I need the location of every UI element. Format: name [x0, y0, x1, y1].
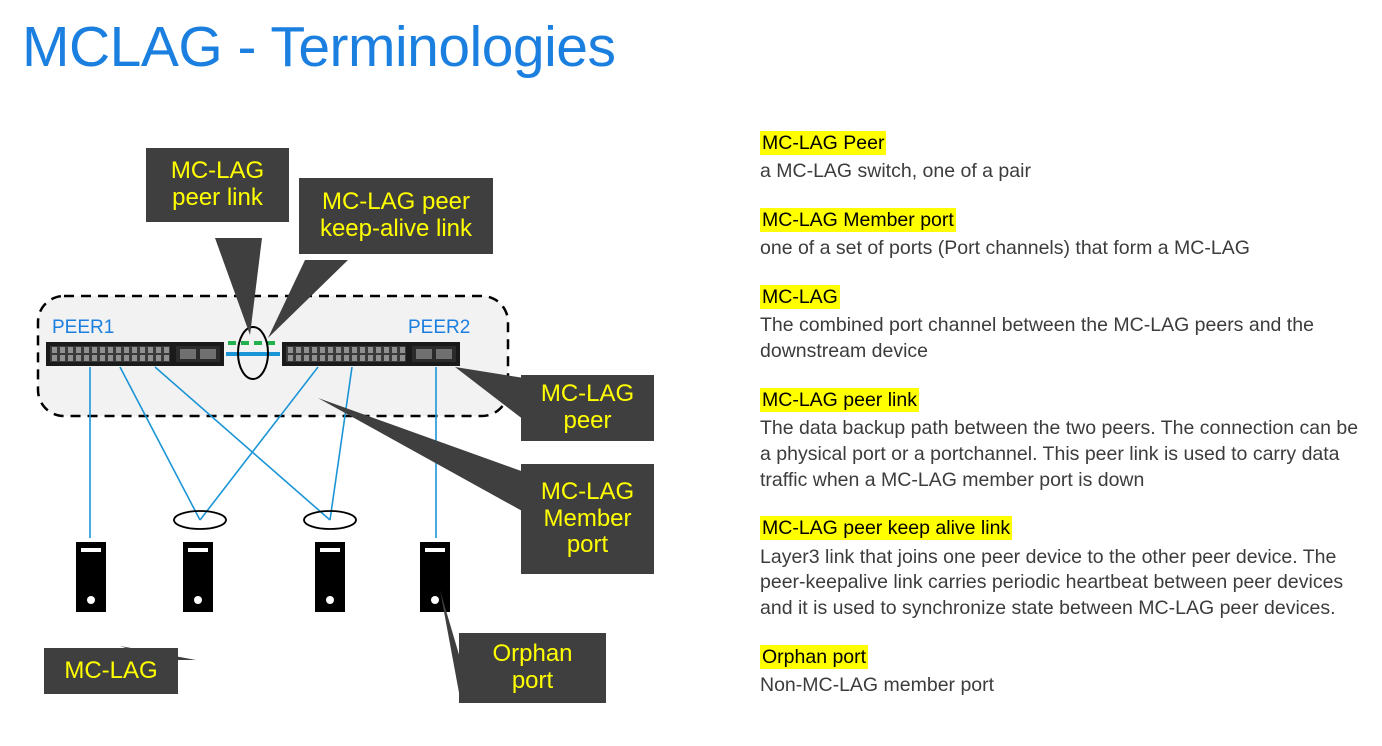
mclag-topology-diagram	[0, 120, 720, 740]
switch-peer2	[282, 342, 460, 366]
callout-mclag-peer-keepalive-link: MC-LAG peer keep-alive link	[299, 178, 493, 254]
term-name: MC-LAG Peer	[762, 132, 885, 154]
callout-mclag-member-port: MC-LAG Member port	[521, 464, 654, 574]
server-2	[183, 542, 213, 612]
callout-mclag-peer-link: MC-LAG peer link	[146, 148, 289, 222]
term-definition: The data backup path between the two peers. The connection can be a physical port or a portchannel. This peer link is used to carry data traffic when a MC-LAG member port is down	[760, 417, 1359, 491]
terminology-list	[760, 130, 1370, 721]
term-definition: one of a set of ports (Port channels) that form a MC-LAG	[760, 237, 1250, 260]
server-1	[76, 542, 106, 612]
peer2-label: PEER2	[408, 317, 471, 338]
term-block-orphan-port	[760, 644, 1370, 699]
server-3	[315, 542, 345, 612]
page-title: MCLAG - Terminologies	[22, 15, 616, 79]
term-definition: The combined port channel between the MC-LAG peers and the downstream device	[760, 314, 1314, 363]
term-definition: Layer3 link that joins one peer device to the other peer device. The peer-keepalive link carries periodic heartbeat between peer devices and it is used to synchronize state between MC-LAG peer devices.	[760, 545, 1344, 620]
term-block-mclag-peer-keep-alive-link	[760, 515, 1370, 622]
callout-mclag: MC-LAG	[44, 648, 178, 694]
callout-orphan-port: Orphan port	[459, 633, 606, 703]
peer1-label: PEER1	[52, 317, 115, 338]
term-definition: Non-MC-LAG member port	[760, 674, 995, 697]
callout-mclag-peer: MC-LAG peer	[521, 375, 654, 441]
term-name: Orphan port	[762, 645, 867, 668]
term-name: MC-LAG	[762, 286, 838, 309]
term-block-mclag-member-port	[760, 207, 1370, 262]
term-block-mclag-peer-link	[760, 387, 1370, 494]
switch-peer1	[46, 342, 224, 366]
term-name: MC-LAG peer keep alive link	[762, 517, 1011, 540]
server-4	[420, 542, 450, 612]
term-block-mclag-peer	[760, 130, 1370, 185]
term-name: MC-LAG Member port	[762, 209, 954, 232]
term-name: MC-LAG peer link	[762, 388, 917, 411]
term-definition: a MC-LAG switch, one of a pair	[760, 160, 1031, 183]
term-block-mclag	[760, 284, 1370, 365]
